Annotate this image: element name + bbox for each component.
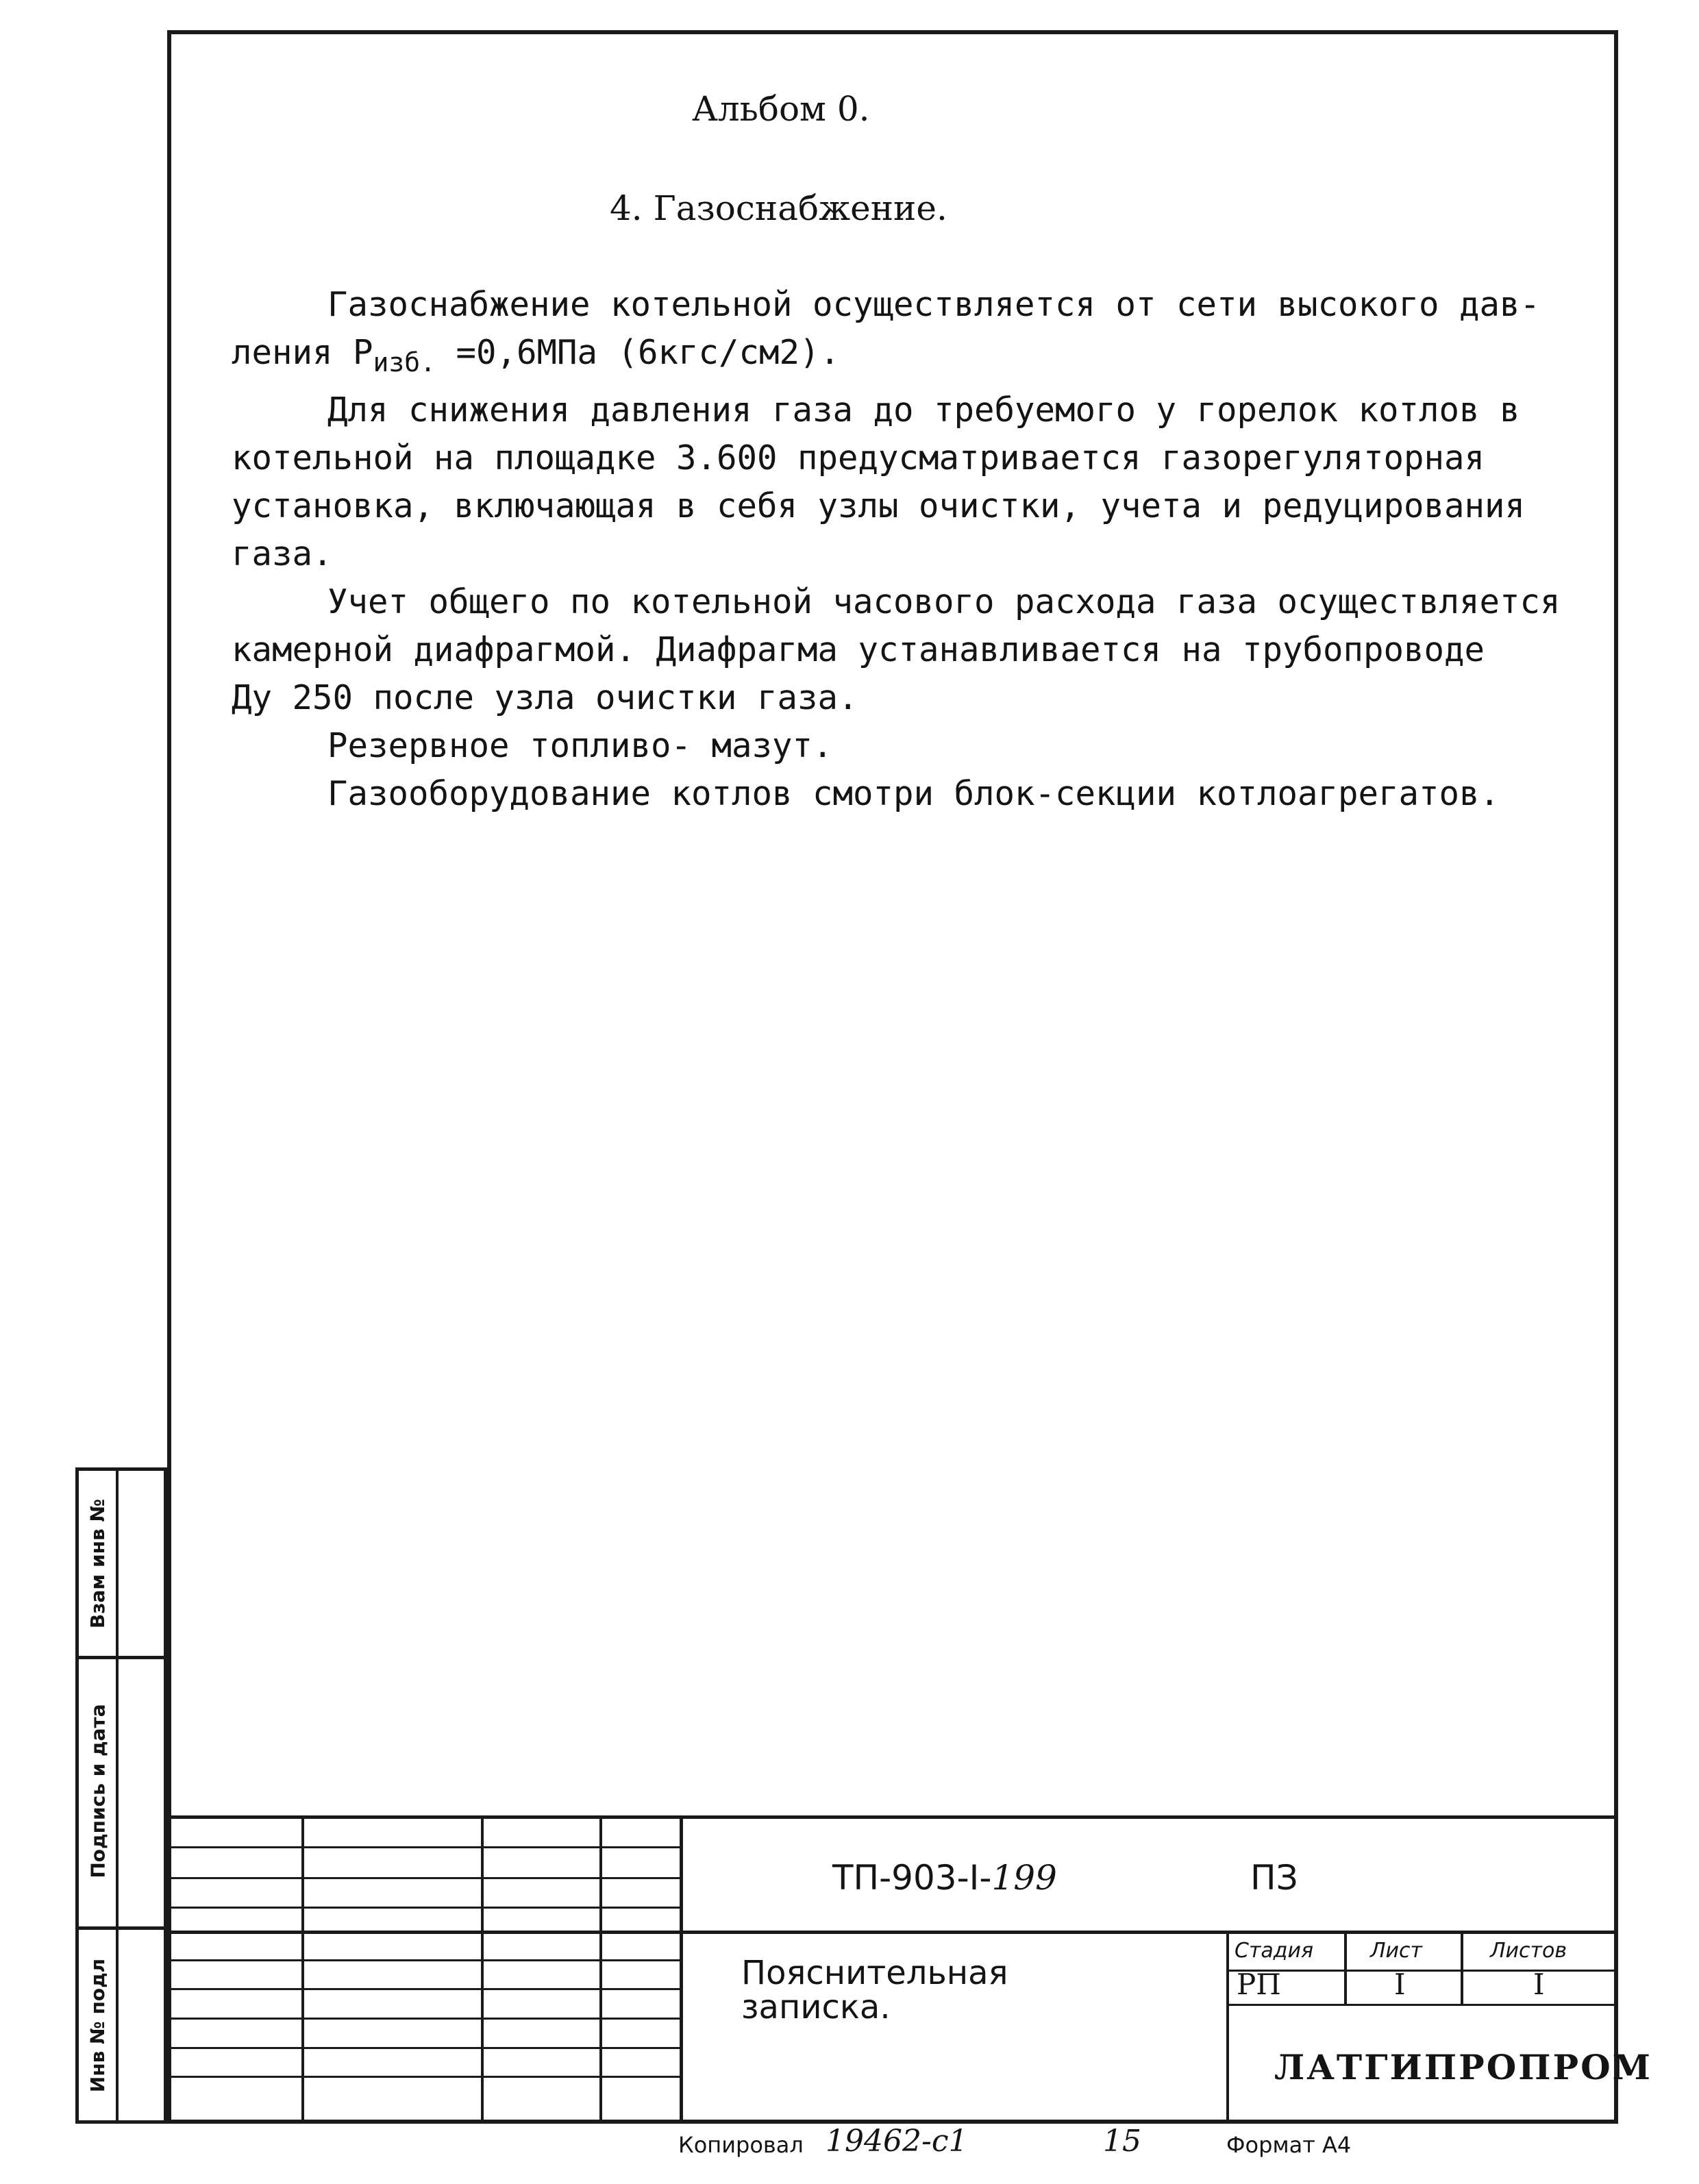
stamp-top-line bbox=[167, 1815, 1618, 1819]
stamp-col-line bbox=[1344, 1932, 1347, 2004]
sheet-value: I bbox=[1394, 1968, 1406, 2001]
document-title-line-1: Пояснительная bbox=[741, 1954, 1008, 1992]
sheets-header: Листов bbox=[1490, 1939, 1567, 1963]
margin-strip-divider bbox=[116, 1471, 119, 2120]
pressure-subscript: изб. bbox=[373, 347, 436, 377]
stamp-col-line bbox=[680, 1815, 683, 2124]
para-2-line-3: установка, включающая в себя узлы очистки, учета и редуцирования bbox=[232, 486, 1526, 525]
stamp-line bbox=[167, 1988, 681, 1990]
stamp-line bbox=[167, 1959, 681, 1961]
stamp-col-line bbox=[481, 1815, 484, 2124]
para-2-line-2: котельной на площадке 3.600 предусматривается газорегуляторная bbox=[232, 438, 1485, 477]
pressure-symbol: ления Р bbox=[232, 333, 373, 372]
para-3-line-3: Ду 250 после узла очистки газа. bbox=[232, 678, 858, 717]
pressure-value: =0,6МПа (6кгс/см2). bbox=[456, 333, 841, 372]
document-title bbox=[741, 1956, 1008, 2024]
page-number: 15 bbox=[1103, 2124, 1141, 2159]
stamp-line bbox=[167, 2018, 681, 2020]
organization-name: ЛАТГИПРОПРОМ bbox=[1274, 2047, 1652, 2087]
document-type: ПЗ bbox=[1250, 1858, 1298, 1898]
para-5: Газооборудование котлов смотри блок-секции котлоагрегатов. bbox=[327, 773, 1500, 813]
stamp-line bbox=[167, 1877, 681, 1879]
margin-label-replace-inv: Взам инв № bbox=[86, 1498, 110, 1628]
copied-by-value: 19462-c1 bbox=[826, 2124, 968, 2159]
stamp-line bbox=[1226, 2004, 1618, 2006]
stamp-col-line bbox=[1461, 1932, 1463, 2004]
stamp-col-line bbox=[1226, 1932, 1229, 2124]
body-text bbox=[232, 281, 1595, 818]
album-title: Альбом 0. bbox=[692, 89, 870, 129]
para-4: Резервное топливо- мазут. bbox=[327, 725, 833, 765]
para-3-line-2: камерной диафрагмой. Диафрагма устанавливается на трубопроводе bbox=[232, 630, 1485, 669]
para-2-line-4: газа. bbox=[232, 534, 333, 573]
document-code-prefix: ТП-903-I- bbox=[832, 1858, 992, 1898]
stamp-line bbox=[167, 2076, 681, 2078]
stamp-mid-line bbox=[167, 1931, 1618, 1934]
copied-by-label: Копировал bbox=[678, 2132, 804, 2158]
para-2-line-1: Для снижения давления газа до требуемого у горелок котлов в bbox=[327, 390, 1520, 430]
stamp-line bbox=[167, 1846, 681, 1848]
stamp-line bbox=[167, 2047, 681, 2049]
para-1-line-1: Газоснабжение котельной осуществляется от сети высокого дав- bbox=[327, 285, 1541, 324]
margin-strip bbox=[75, 1467, 167, 2124]
stamp-line bbox=[167, 1907, 681, 1909]
margin-label-inv-no-orig: Инв № подл bbox=[86, 1958, 110, 2092]
stage-header: Стадия bbox=[1235, 1939, 1314, 1963]
paper-format: Формат А4 bbox=[1226, 2132, 1352, 2158]
sheets-value: I bbox=[1533, 1968, 1545, 2001]
stamp-col-line bbox=[301, 1815, 304, 2124]
section-title: 4. Газоснабжение. bbox=[610, 188, 947, 228]
stamp-col-line bbox=[599, 1815, 602, 2124]
sheet-header: Лист bbox=[1370, 1939, 1423, 1963]
stamp-line bbox=[1226, 1970, 1618, 1972]
para-1-line-2 bbox=[232, 329, 1595, 386]
document-number: 199 bbox=[991, 1858, 1057, 1898]
document-title-line-2: записка. bbox=[741, 1988, 891, 2026]
stage-value: РП bbox=[1237, 1968, 1281, 2001]
document-code bbox=[832, 1858, 1057, 1898]
margin-label-sign-date: Подпись и дата bbox=[86, 1704, 110, 1878]
para-3-line-1: Учет общего по котельной часового расхода газа осуществляется bbox=[327, 582, 1561, 621]
